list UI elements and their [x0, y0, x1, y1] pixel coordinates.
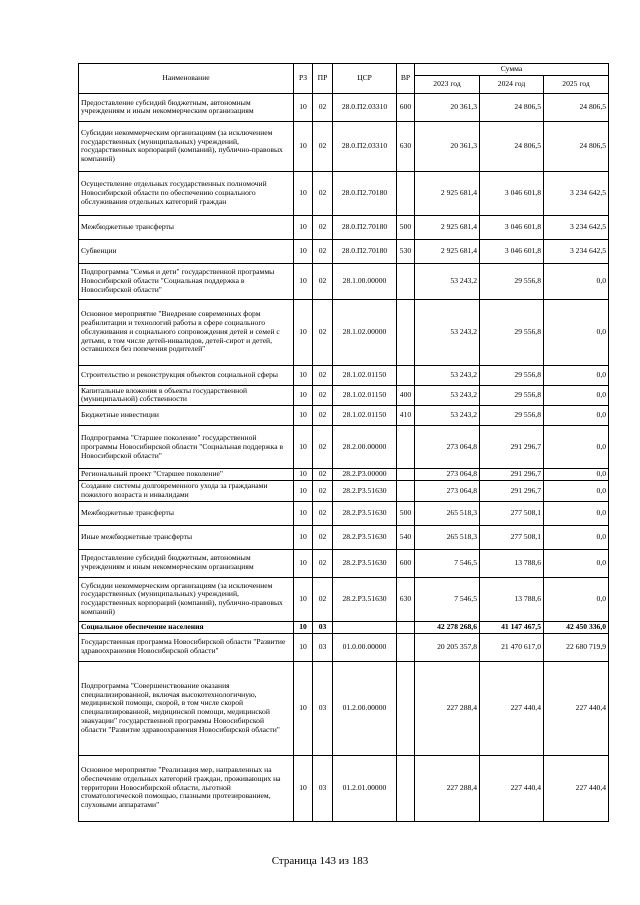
header-rz: РЗ — [294, 64, 313, 94]
row-rz: 10 — [294, 549, 313, 577]
row-csr: 28.2.Р3.00000 — [333, 469, 397, 481]
row-sum-2025: 227 440,4 — [544, 755, 609, 821]
table-row — [79, 426, 609, 469]
table-row — [79, 755, 609, 821]
row-name: Государственная программа Новосибирской области "Развитие здравоохранения Новосибирской области" — [79, 633, 294, 661]
row-pr: 02 — [313, 481, 333, 501]
row-sum-2024: 3 046 601,8 — [480, 215, 544, 239]
row-csr: 28.0.П2.70180 — [333, 171, 397, 215]
row-vr: 600 — [397, 93, 415, 121]
row-name: Подпрограмма "Совершенствование оказания специализированной, включая высокотехнологичную, медицинской помощи, скорой, в том числе скорой специализированной, медицинской помощи, медицинской эвакуации" государственной программы Новосибирской области "Развитие здравоохранения Новосибирской области" — [79, 661, 294, 755]
row-csr: 28.1.02.01150 — [333, 406, 397, 426]
row-rz: 10 — [294, 121, 313, 171]
header-csr: ЦСР — [333, 64, 397, 94]
table-row — [79, 621, 609, 633]
row-sum-2024: 227 440,4 — [480, 755, 544, 821]
row-vr — [397, 621, 415, 633]
row-sum-2025: 0,0 — [544, 577, 609, 621]
row-pr: 02 — [313, 426, 333, 469]
row-sum-2024: 24 806,5 — [480, 121, 544, 171]
row-csr: 28.0.П2.03310 — [333, 121, 397, 171]
header-year-2025: 2025 год — [544, 75, 609, 93]
row-vr: 630 — [397, 577, 415, 621]
row-pr: 02 — [313, 215, 333, 239]
row-sum-2023: 2 925 681,4 — [415, 239, 480, 263]
row-rz: 10 — [294, 469, 313, 481]
row-sum-2023: 273 064,8 — [415, 426, 480, 469]
row-sum-2024: 277 508,1 — [480, 525, 544, 549]
row-sum-2024: 29 556,8 — [480, 299, 544, 365]
row-sum-2024: 24 806,5 — [480, 93, 544, 121]
row-sum-2023: 42 278 268,6 — [415, 621, 480, 633]
row-sum-2023: 2 925 681,4 — [415, 215, 480, 239]
row-sum-2025: 3 234 642,5 — [544, 171, 609, 215]
row-sum-2024: 3 046 601,8 — [480, 239, 544, 263]
row-rz: 10 — [294, 263, 313, 299]
row-sum-2023: 265 518,3 — [415, 525, 480, 549]
row-sum-2023: 273 064,8 — [415, 469, 480, 481]
row-sum-2023: 227 288,4 — [415, 755, 480, 821]
row-vr — [397, 661, 415, 755]
row-sum-2025: 3 234 642,5 — [544, 239, 609, 263]
row-sum-2024: 21 470 617,0 — [480, 633, 544, 661]
row-sum-2025: 0,0 — [544, 481, 609, 501]
row-csr: 28.1.02.00000 — [333, 299, 397, 365]
table-row — [79, 263, 609, 299]
row-pr: 02 — [313, 121, 333, 171]
row-pr: 02 — [313, 385, 333, 405]
row-rz: 10 — [294, 755, 313, 821]
table-row — [79, 299, 609, 365]
row-csr: 28.2.00.00000 — [333, 426, 397, 469]
row-vr — [397, 365, 415, 385]
row-name: Региональный проект "Старшее поколение" — [79, 469, 294, 481]
row-vr: 500 — [397, 215, 415, 239]
row-pr: 02 — [313, 501, 333, 525]
row-pr: 03 — [313, 621, 333, 633]
row-rz: 10 — [294, 215, 313, 239]
table-body — [79, 93, 609, 821]
row-vr: 500 — [397, 501, 415, 525]
table-row — [79, 469, 609, 481]
row-pr: 02 — [313, 93, 333, 121]
row-sum-2025: 3 234 642,5 — [544, 215, 609, 239]
row-name: Субвенции — [79, 239, 294, 263]
row-sum-2024: 291 296,7 — [480, 426, 544, 469]
row-csr: 01.0.00.00000 — [333, 633, 397, 661]
row-sum-2025: 227 440,4 — [544, 661, 609, 755]
row-sum-2023: 53 243,2 — [415, 263, 480, 299]
row-sum-2023: 20 361,3 — [415, 121, 480, 171]
row-csr: 28.1.02.01150 — [333, 365, 397, 385]
row-sum-2023: 53 243,2 — [415, 299, 480, 365]
page-number: Страница 143 из 183 — [271, 855, 369, 867]
row-sum-2025: 0,0 — [544, 469, 609, 481]
table-row — [79, 365, 609, 385]
budget-table — [78, 63, 609, 822]
row-sum-2024: 29 556,8 — [480, 406, 544, 426]
row-csr: 28.2.Р3.51630 — [333, 501, 397, 525]
table-row — [79, 121, 609, 171]
row-sum-2025: 0,0 — [544, 549, 609, 577]
row-pr: 02 — [313, 299, 333, 365]
row-sum-2023: 227 288,4 — [415, 661, 480, 755]
row-csr: 01.2.00.00000 — [333, 661, 397, 755]
row-sum-2024: 3 046 601,8 — [480, 171, 544, 215]
row-sum-2023: 20 361,3 — [415, 93, 480, 121]
row-sum-2024: 29 556,8 — [480, 263, 544, 299]
header-sums: Сумма — [415, 64, 609, 76]
row-rz: 10 — [294, 239, 313, 263]
row-pr: 02 — [313, 469, 333, 481]
row-name: Подпрограмма "Старшее поколение" государственной программы Новосибирской области "Социальная поддержка в Новосибирской области" — [79, 426, 294, 469]
row-pr: 02 — [313, 239, 333, 263]
row-name: Осуществление отдельных государственных полномочий Новосибирской области по обеспечению социального обслуживания отдельных категорий граждан — [79, 171, 294, 215]
row-pr: 02 — [313, 549, 333, 577]
row-name: Капитальные вложения в объекты государственной (муниципальной) собственности — [79, 385, 294, 405]
row-name: Предоставление субсидий бюджетным, автономным учреждениям и иным некоммерческим организациям — [79, 93, 294, 121]
header-pr: ПР — [313, 64, 333, 94]
row-vr — [397, 633, 415, 661]
row-vr — [397, 469, 415, 481]
row-vr — [397, 755, 415, 821]
row-csr: 28.2.Р3.51630 — [333, 549, 397, 577]
row-rz: 10 — [294, 426, 313, 469]
table-row — [79, 661, 609, 755]
row-vr: 540 — [397, 525, 415, 549]
row-pr: 02 — [313, 577, 333, 621]
header-year-2023: 2023 год — [415, 75, 480, 93]
row-name: Социальное обеспечение населения — [79, 621, 294, 633]
row-csr: 28.2.Р3.51630 — [333, 577, 397, 621]
row-name: Межбюджетные трансферты — [79, 215, 294, 239]
row-sum-2023: 265 518,3 — [415, 501, 480, 525]
row-sum-2024: 277 508,1 — [480, 501, 544, 525]
row-sum-2025: 22 680 719,9 — [544, 633, 609, 661]
row-name: Иные межбюджетные трансферты — [79, 525, 294, 549]
header-name: Наименование — [79, 64, 294, 94]
row-pr: 02 — [313, 525, 333, 549]
table-row — [79, 633, 609, 661]
row-csr: 28.0.П2.70180 — [333, 215, 397, 239]
row-sum-2023: 273 064,8 — [415, 481, 480, 501]
row-pr: 03 — [313, 661, 333, 755]
table-row — [79, 239, 609, 263]
row-sum-2023: 53 243,2 — [415, 365, 480, 385]
row-vr — [397, 263, 415, 299]
row-sum-2025: 0,0 — [544, 525, 609, 549]
row-rz: 10 — [294, 633, 313, 661]
row-name: Строительство и реконструкция объектов социальной сферы — [79, 365, 294, 385]
table-row — [79, 406, 609, 426]
row-rz: 10 — [294, 365, 313, 385]
row-rz: 10 — [294, 481, 313, 501]
table-row — [79, 481, 609, 501]
row-csr: 28.0.П2.03310 — [333, 93, 397, 121]
row-sum-2025: 0,0 — [544, 501, 609, 525]
row-vr: 600 — [397, 549, 415, 577]
row-rz: 10 — [294, 171, 313, 215]
row-sum-2024: 291 296,7 — [480, 469, 544, 481]
row-name: Основное мероприятие "Внедрение современных форм реабилитации и технологий работы в сфере социального обслуживания и социального сопровождения детей и семей с детьми, в том числе детей-инвалидов, детей-сирот и детей, оставшихся без попечения родителей" — [79, 299, 294, 365]
row-pr: 02 — [313, 171, 333, 215]
row-sum-2023: 53 243,2 — [415, 406, 480, 426]
row-rz: 10 — [294, 299, 313, 365]
row-csr: 28.2.Р3.51630 — [333, 525, 397, 549]
header-vr: ВР — [397, 64, 415, 94]
row-name: Бюджетные инвестиции — [79, 406, 294, 426]
row-rz: 10 — [294, 621, 313, 633]
row-rz: 10 — [294, 406, 313, 426]
row-sum-2024: 13 788,6 — [480, 577, 544, 621]
row-name: Межбюджетные трансферты — [79, 501, 294, 525]
row-sum-2025: 24 806,5 — [544, 121, 609, 171]
row-sum-2025: 0,0 — [544, 299, 609, 365]
row-name: Субсидии некоммерческим организациям (за исключением государственных (муниципальных) учреждений, государственных корпораций (компаний), публично-правовых компаний) — [79, 577, 294, 621]
row-csr: 01.2.01.00000 — [333, 755, 397, 821]
row-sum-2025: 0,0 — [544, 406, 609, 426]
table-row — [79, 549, 609, 577]
row-vr — [397, 481, 415, 501]
row-sum-2023: 2 925 681,4 — [415, 171, 480, 215]
table-row — [79, 501, 609, 525]
row-csr: 28.0.П2.70180 — [333, 239, 397, 263]
header-year-2024: 2024 год — [480, 75, 544, 93]
row-rz: 10 — [294, 661, 313, 755]
row-pr: 02 — [313, 406, 333, 426]
row-sum-2024: 291 296,7 — [480, 481, 544, 501]
row-vr: 400 — [397, 385, 415, 405]
row-sum-2025: 42 450 336,0 — [544, 621, 609, 633]
row-sum-2024: 41 147 467,5 — [480, 621, 544, 633]
row-rz: 10 — [294, 577, 313, 621]
table-row — [79, 171, 609, 215]
table-row — [79, 577, 609, 621]
row-pr: 02 — [313, 365, 333, 385]
row-rz: 10 — [294, 525, 313, 549]
table-row — [79, 525, 609, 549]
table-header — [79, 64, 609, 94]
row-sum-2025: 0,0 — [544, 385, 609, 405]
row-sum-2024: 13 788,6 — [480, 549, 544, 577]
table-row — [79, 385, 609, 405]
row-vr: 410 — [397, 406, 415, 426]
row-sum-2025: 0,0 — [544, 263, 609, 299]
row-sum-2023: 53 243,2 — [415, 385, 480, 405]
row-sum-2025: 0,0 — [544, 426, 609, 469]
row-sum-2023: 20 205 357,8 — [415, 633, 480, 661]
row-sum-2024: 29 556,8 — [480, 365, 544, 385]
row-sum-2024: 29 556,8 — [480, 385, 544, 405]
row-vr — [397, 426, 415, 469]
row-sum-2023: 7 546,5 — [415, 577, 480, 621]
table-row — [79, 215, 609, 239]
row-name: Создание системы долговременного ухода за гражданами пожилого возраста и инвалидами — [79, 481, 294, 501]
row-rz: 10 — [294, 501, 313, 525]
row-sum-2024: 227 440,4 — [480, 661, 544, 755]
row-name: Предоставление субсидий бюджетным, автономным учреждениям и иным некоммерческим организациям — [79, 549, 294, 577]
row-name: Субсидии некоммерческим организациям (за исключением государственных (муниципальных) учреждений, государственных корпораций (компаний), публично-правовых компаний) — [79, 121, 294, 171]
row-csr — [333, 621, 397, 633]
row-name: Подпрограмма "Семья и дети" государственной программы Новосибирской области "Социальная поддержка в Новосибирской области" — [79, 263, 294, 299]
row-pr: 03 — [313, 633, 333, 661]
row-csr: 28.2.Р3.51630 — [333, 481, 397, 501]
row-vr: 630 — [397, 121, 415, 171]
row-rz: 10 — [294, 385, 313, 405]
row-sum-2025: 0,0 — [544, 365, 609, 385]
row-vr: 530 — [397, 239, 415, 263]
row-rz: 10 — [294, 93, 313, 121]
row-vr — [397, 299, 415, 365]
row-pr: 02 — [313, 263, 333, 299]
row-name: Основное мероприятие "Реализация мер, направленных на обеспечение отдельных категорий граждан, проживающих на территории Новосибирской области, льготной стоматологической помощью, глазными протезированием, слуховыми аппаратами" — [79, 755, 294, 821]
row-csr: 28.1.00.00000 — [333, 263, 397, 299]
row-sum-2023: 7 546,5 — [415, 549, 480, 577]
row-csr: 28.1.02.01150 — [333, 385, 397, 405]
row-vr — [397, 171, 415, 215]
table-row — [79, 93, 609, 121]
row-sum-2025: 24 806,5 — [544, 93, 609, 121]
row-pr: 03 — [313, 755, 333, 821]
